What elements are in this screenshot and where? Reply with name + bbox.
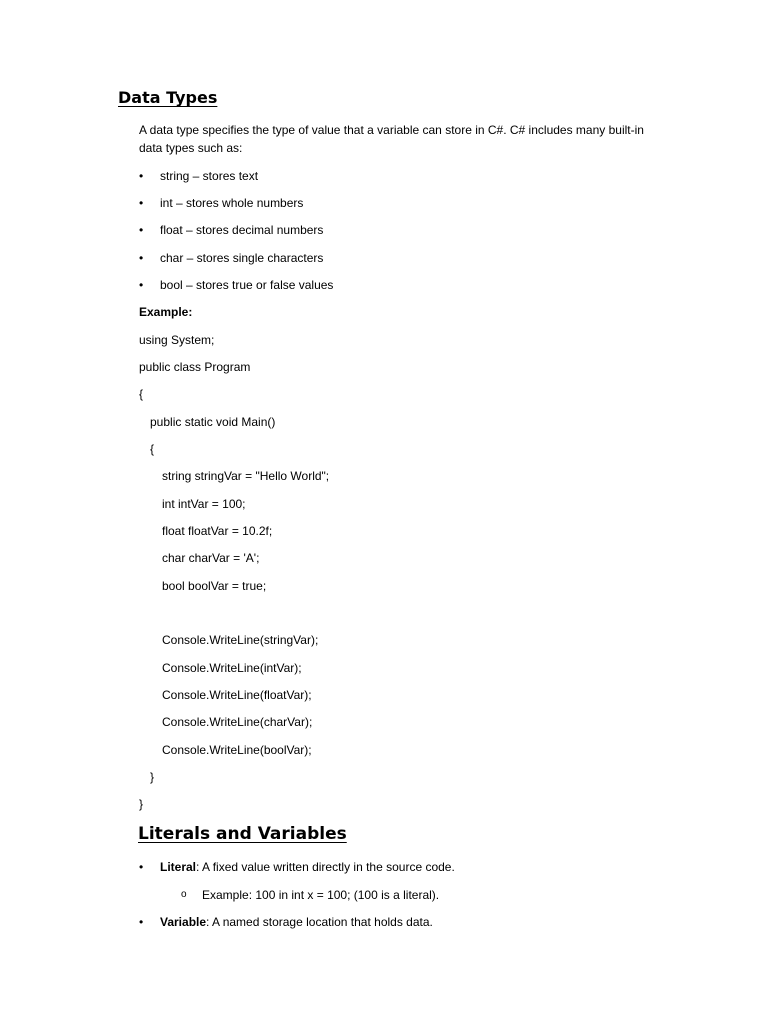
code-line: }: [150, 770, 155, 784]
variable-description: : A named storage location that holds data.: [206, 915, 433, 929]
variable-term: Variable: [160, 915, 207, 929]
code-line: bool boolVar = true;: [162, 579, 267, 593]
code-line: string stringVar = "Hello World";: [162, 469, 330, 483]
bullet-icon: •: [139, 860, 144, 874]
code-line: {: [139, 387, 144, 401]
list-item: bool – stores true or false values: [160, 278, 334, 292]
code-line: Console.WriteLine(stringVar);: [162, 633, 319, 647]
code-line: public class Program: [139, 360, 251, 374]
bullet-icon: •: [139, 169, 144, 183]
code-line: Console.WriteLine(floatVar);: [162, 688, 312, 702]
bullet-icon: •: [139, 196, 144, 210]
code-line: Console.WriteLine(charVar);: [162, 715, 313, 729]
literal-term: Literal: [160, 860, 197, 874]
list-item: char – stores single characters: [160, 251, 324, 265]
list-item: Example: 100 in int x = 100; (100 is a literal).: [202, 888, 440, 902]
code-line: }: [139, 797, 144, 811]
bullet-icon: •: [139, 223, 144, 237]
code-line: float floatVar = 10.2f;: [162, 524, 273, 538]
intro-line-1: A data type specifies the type of value that a variable can store in C#. C# includes many built-in: [139, 123, 644, 137]
list-item: [160, 858, 455, 876]
bullet-icon: •: [139, 278, 144, 292]
literal-description: : A fixed value written directly in the source code.: [196, 860, 455, 874]
code-line: Console.WriteLine(intVar);: [162, 661, 302, 675]
list-item: string – stores text: [160, 169, 259, 183]
bullet-icon: •: [139, 251, 144, 265]
code-line: {: [150, 442, 155, 456]
code-line: using System;: [139, 333, 215, 347]
sub-bullet-icon: o: [181, 889, 187, 900]
code-line: int intVar = 100;: [162, 497, 246, 511]
list-item: float – stores decimal numbers: [160, 223, 324, 237]
list-item: int – stores whole numbers: [160, 196, 304, 210]
code-line: public static void Main(): [150, 415, 276, 429]
code-line: char charVar = 'A';: [162, 551, 260, 565]
list-item: [160, 913, 433, 931]
intro-line-2: data types such as:: [139, 141, 243, 155]
code-line: Console.WriteLine(boolVar);: [162, 743, 312, 757]
section-heading-literals-variables: Literals and Variables: [138, 824, 347, 844]
intro-paragraph: [139, 121, 659, 157]
example-label: Example:: [139, 305, 193, 319]
bullet-icon: •: [139, 915, 144, 929]
section-heading-data-types: Data Types: [118, 88, 218, 107]
